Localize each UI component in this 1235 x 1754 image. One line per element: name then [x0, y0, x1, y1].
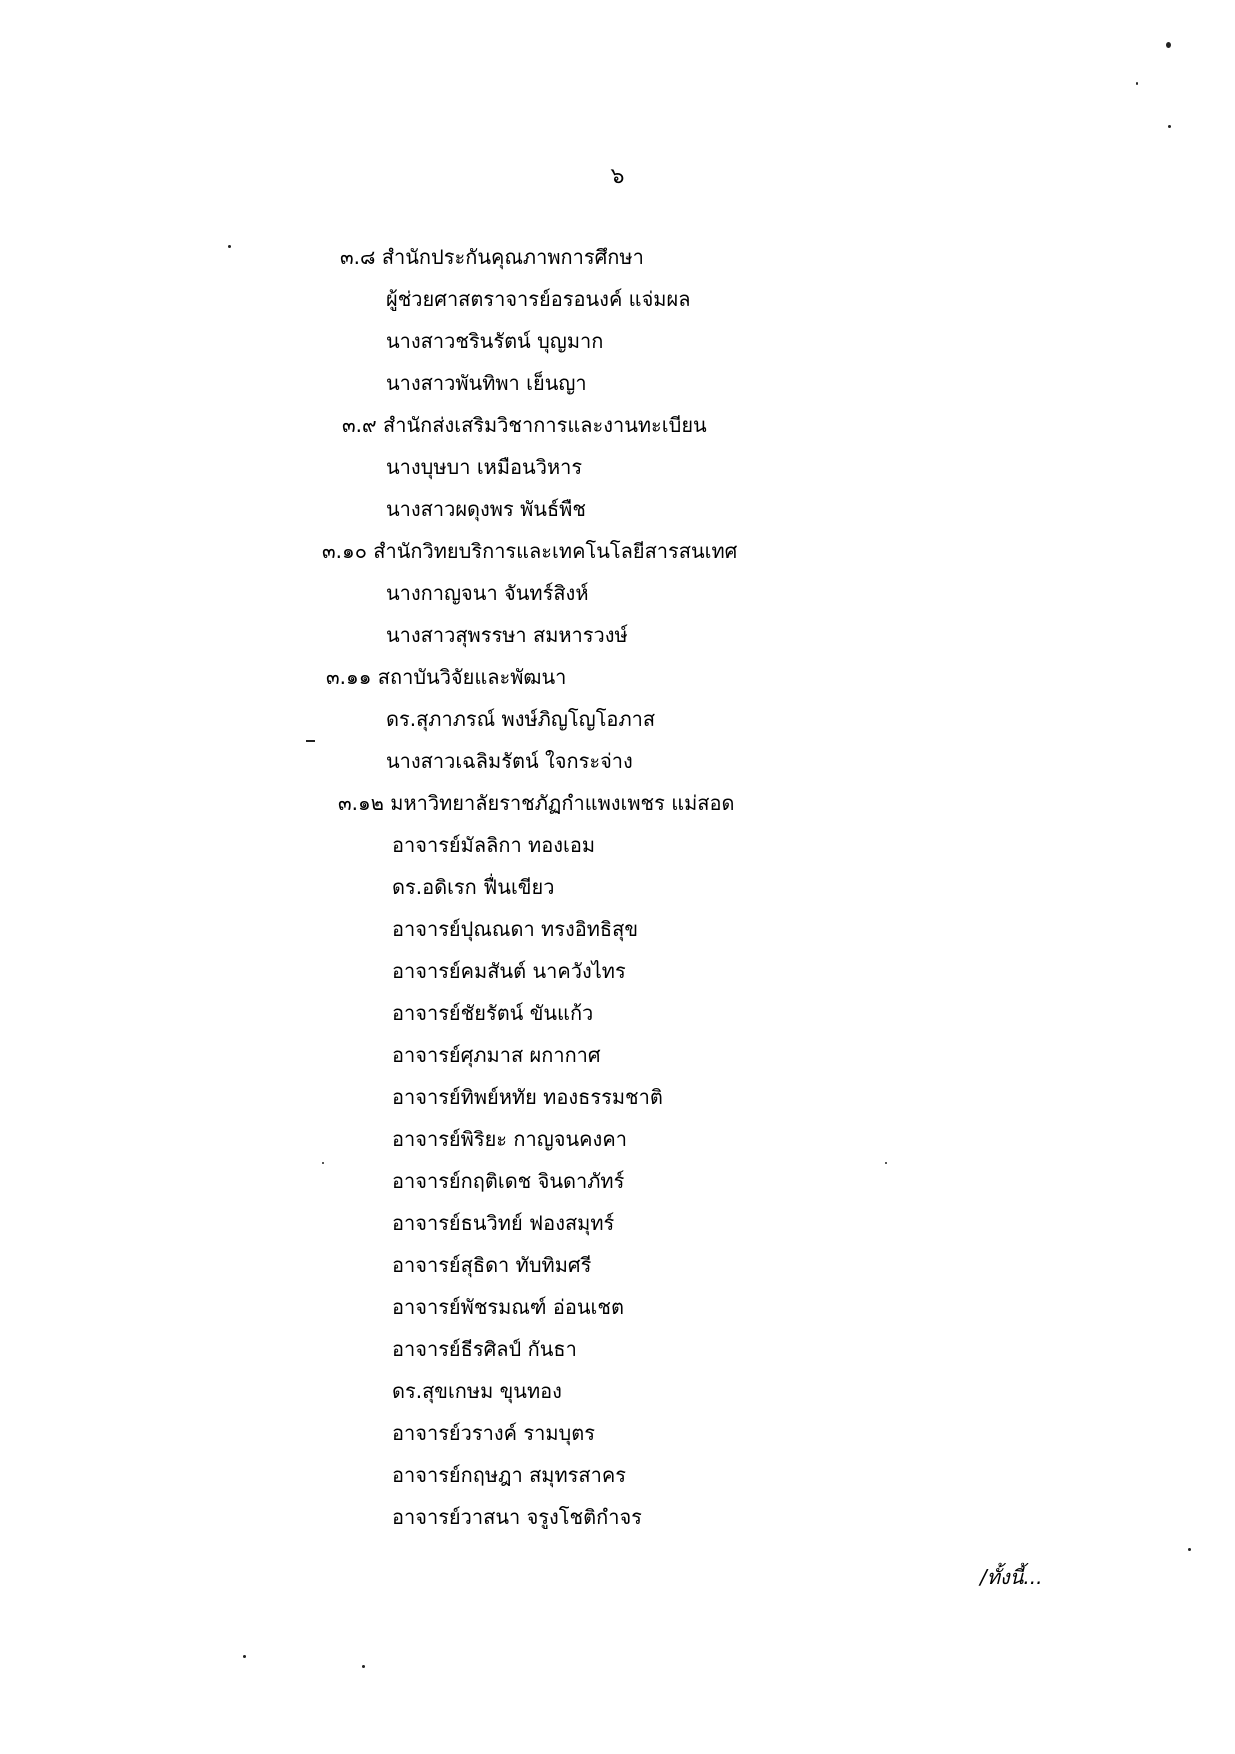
scan-speck	[362, 1665, 365, 1668]
scan-speck	[1166, 42, 1171, 48]
scan-speck	[228, 245, 231, 248]
page-number: ๖	[610, 164, 625, 189]
member-name: อาจารย์มัลลิกา ทองเอม	[392, 833, 596, 857]
section-academic-promotion	[0, 404, 1235, 530]
section-heading: ๓.๙ สำนักส่งเสริมวิชาการและงานทะเบียน	[342, 413, 707, 437]
section-research-institute	[0, 656, 1235, 782]
member-name: อาจารย์ศุภมาส ผกากาศ	[392, 1043, 601, 1067]
member-name: อาจารย์ปุณณดา ทรงอิทธิสุข	[392, 917, 639, 941]
member-name: นางบุษบา เหมือนวิหาร	[386, 455, 583, 479]
member-name: อาจารย์ทิพย์หทัย ทองธรรมชาติ	[392, 1085, 663, 1109]
scan-speck	[306, 740, 315, 742]
member-name: อาจารย์ชัยรัตน์ ขันแก้ว	[392, 1001, 594, 1025]
member-name: อาจารย์พิริยะ กาญจนคงคา	[392, 1127, 627, 1151]
member-name: อาจารย์วาสนา จรูงโชติกำจร	[392, 1505, 642, 1529]
member-name: นางสาวชรินรัตน์ บุญมาก	[386, 329, 604, 353]
section-qa	[0, 236, 1235, 404]
member-name: อาจารย์คมสันต์ นาควังไทร	[392, 959, 626, 983]
member-name: นางกาญจนา จันทร์สิงห์	[386, 581, 589, 605]
member-name: นางสาวเฉลิมรัตน์ ใจกระจ่าง	[386, 749, 633, 773]
continuation-note: /ทั้งนี้...	[980, 1565, 1043, 1589]
member-name: อาจารย์กฤษฎา สมุทรสาคร	[392, 1463, 626, 1487]
scan-speck	[243, 1655, 246, 1658]
member-name: อาจารย์วรางค์ รามบุตร	[392, 1421, 595, 1445]
member-name: อาจารย์กฤติเดช จินดาภัทร์	[392, 1169, 625, 1193]
section-heading: ๓.๘ สำนักประกันคุณภาพการศึกษา	[340, 245, 644, 269]
scan-speck	[885, 1162, 887, 1164]
member-name: นางสาวพันทิพา เย็นญา	[386, 371, 587, 395]
member-name: ผู้ช่วยศาสตราจารย์อรอนงค์ แจ่มผล	[386, 287, 691, 311]
section-heading: ๓.๑๒ มหาวิทยาลัยราชภัฏกำแพงเพชร แม่สอด	[338, 791, 735, 815]
section-heading: ๓.๑๑ สถาบันวิจัยและพัฒนา	[326, 665, 567, 689]
section-maesot-campus	[0, 782, 1235, 1538]
member-name: ดร.อดิเรก ฟื่นเขียว	[392, 875, 555, 899]
section-heading: ๓.๑๐ สำนักวิทยบริการและเทคโนโลยีสารสนเทศ	[322, 539, 738, 563]
punch-hole-mark-icon	[1150, 1082, 1180, 1112]
member-name: อาจารย์พัชรมณฑ์ อ่อนเชต	[392, 1295, 624, 1319]
scan-speck	[1188, 1548, 1191, 1551]
member-name: อาจารย์ธนวิทย์ ฟองสมุทร์	[392, 1211, 615, 1235]
member-name: ดร.สุขเกษม ขุนทอง	[392, 1379, 562, 1403]
member-name: ดร.สุภาภรณ์ พงษ์ภิญโญโอภาส	[386, 707, 656, 731]
member-name: อาจารย์สุธิดา ทับทิมศรี	[392, 1253, 592, 1277]
scan-speck	[1168, 125, 1171, 128]
member-name: นางสาวผดุงพร พันธ์พืช	[386, 497, 586, 521]
scan-speck	[1136, 82, 1138, 85]
committee-list	[0, 236, 1235, 1538]
scan-speck	[322, 1162, 324, 1164]
member-name: อาจารย์ธีรศิลป์ กันธา	[392, 1337, 577, 1361]
punch-hole-mark-icon	[1150, 600, 1180, 630]
section-library-it	[0, 530, 1235, 656]
member-name: นางสาวสุพรรษา สมหารวงษ์	[386, 623, 628, 647]
